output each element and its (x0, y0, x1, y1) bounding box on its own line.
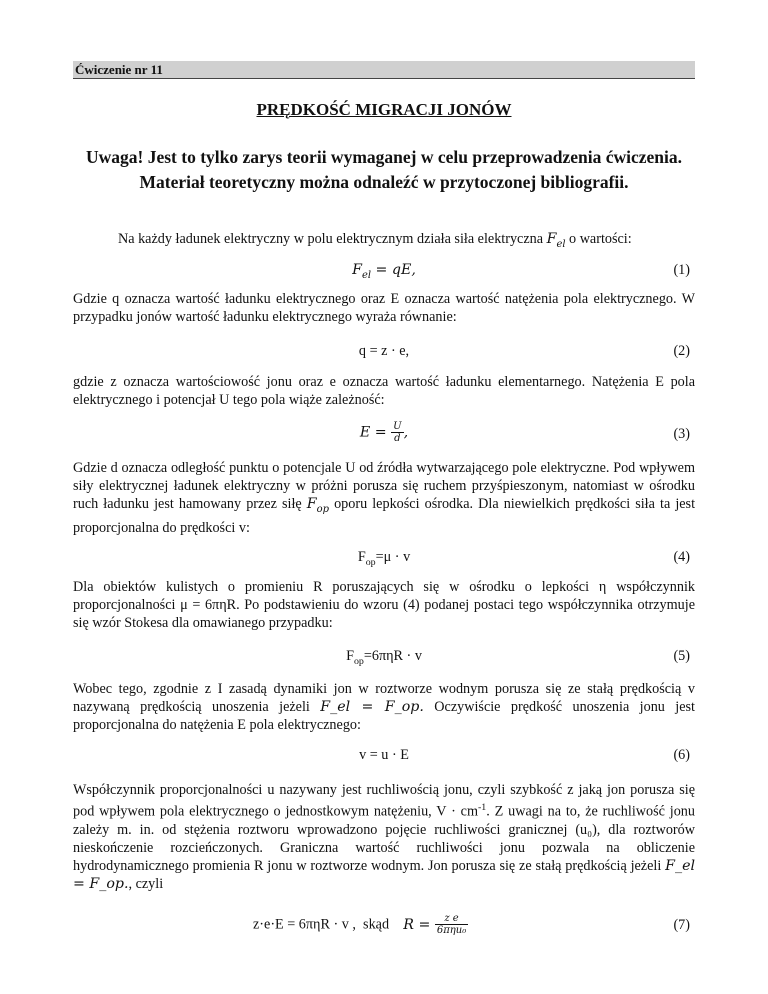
equation-7: z·e·E = 6πηR · v , skąd R = $\frac{\text{z e}}{\text{6πηu₀}}$ (7) (253, 913, 690, 936)
paragraph-5: Dla obiektów kulistych o promieniu R poruszających się w ośrodku o lepkości η współczynnik proporcjonalności μ = 6πηR. Po podstawieniu do wzoru (4) podanej postaci tego współczynnika otrzymuje się wzór Stokesa dla omawianego przypadku: (73, 579, 695, 631)
document-title: PRĘDKOŚĆ MIGRACJI JONÓW (256, 100, 512, 119)
equation-7-number: (7) (673, 917, 690, 933)
equation-6: v = u · E (6) (359, 747, 690, 763)
paragraph-4: Gdzie d oznacza odległość punktu o potencjale U od źródła wytwarzającego pole elektryczne. Pod wpływem siły elektrycznej ładunek elektryczny w próżni porusza się ruchem przyśpieszonym, natomiast w ośrodku ruch ładunku jest hamowany przez siłę $F_{op}$ oporu lepkości ośrodka. Dla niewielkich prędkości siła ta jest proporcjonalna do prędkości v: (73, 460, 696, 536)
fel-equals-fop-2: F_el = F_op. (73, 857, 695, 892)
paragraph-1-text-a: Na każdy ładunek elektryczny w polu elektrycznym działa siła elektryczna (118, 231, 544, 247)
exercise-header (73, 61, 695, 79)
fel-symbol: $F_{el}$ (546, 231, 566, 250)
paragraph-1-text-b: o wartości: (569, 231, 632, 247)
equation-2-number: (2) (673, 343, 690, 359)
paragraph-3: gdzie z oznacza wartościowość jonu oraz e oznacza wartość ładunku elementarnego. Natężenia E pola elektrycznego i potencjał U tego pola wiąże zależność: (73, 374, 695, 408)
equation-6-number: (6) (673, 747, 690, 763)
fel-equals-fop: F_el = F_op. (320, 699, 424, 715)
equation-3: E = $\frac{U}{d}$ , (3) (359, 421, 690, 444)
equation-4: $F_{op}=\mu \cdot v$ (4) (357, 549, 690, 568)
equation-5: $F_{op}=6\pi\eta R \cdot v$ (5) (346, 648, 690, 667)
equation-4-number: (4) (673, 549, 690, 565)
paragraph-1 (73, 230, 695, 254)
paragraph-2: Gdzie q oznacza wartość ładunku elektrycznego oraz E oznacza wartość natężenia pola elektrycznego. W przypadku jonów wartość ładunku elektrycznego wyraża równanie: (73, 291, 695, 325)
equation-1-number: (1) (673, 262, 690, 278)
paragraph-6: Wobec tego, zgodnie z I zasadą dynamiki jon w roztworze wodnym porusza się ze stałą prędkością v nazywaną prędkością unoszenia jeżeli F_el = F_op. Oczywiście prędkość unoszenia jonu jest proporcjonalna do natężenia E pola elektrycznego: (73, 681, 695, 733)
notice-text: Uwaga! Jest to tylko zarys teorii wymaganej w celu przeprowadzenia ćwiczenia. Materiał teoretyczny można odnaleźć w przytoczonej bibliografii. (85, 147, 682, 192)
exercise-number: Ćwiczenie nr 11 (75, 62, 163, 77)
equation-1: $F_{el}$ = qE, (1) (352, 262, 690, 281)
fop-symbol: $F_{op}$ (306, 496, 329, 515)
paragraph-7: Współczynnik proporcjonalności u nazywany jest ruchliwością jonu, czyli szybkość z jaką jon porusza się pod wpływem pola elektrycznego o jednostkowym natężeniu, $V \cdot cm^{-1}$. Z uwagi na to, że ruchliwość jonu zależy m. in. od stężenia roztworu wprowadzono pojęcie ruchliwości granicznej (u₀), dla roztworów nieskończenie rozcieńczonych. Graniczna wartość ruchliwości jonu pozwala na obliczenie hydrodynamicznego promienia R jonu w roztworze wodnym. Jon porusza się ze stałą prędkością jeżeli F_el = F_op., czyli (73, 782, 695, 892)
equation-5-number: (5) (673, 648, 690, 664)
equation-2: q = z · e, (2) (358, 343, 690, 359)
equation-3-number: (3) (673, 426, 690, 442)
